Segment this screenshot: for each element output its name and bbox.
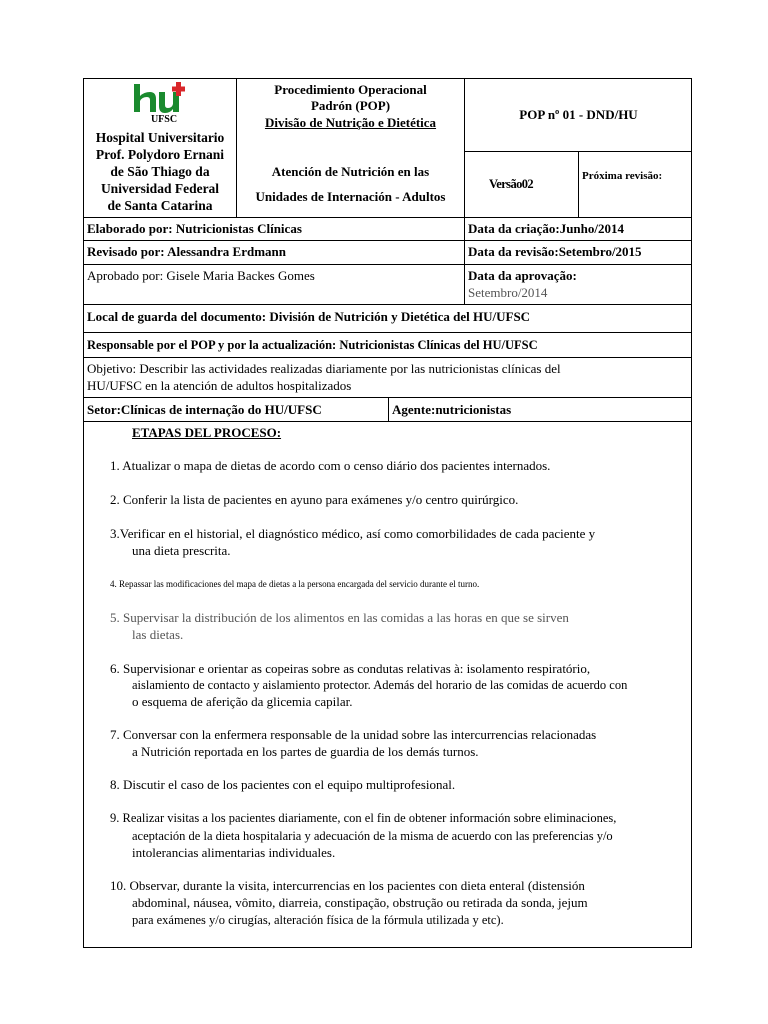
data-aprovacao-label: Data da aprovação: (468, 268, 577, 283)
data-aprovacao-value: Setembro/2014 (468, 285, 548, 300)
objetivo: Objetivo: Describir las actividades realizadas diariamente por las nutricionistas clínicas del (87, 361, 561, 376)
hospital-name-line: Prof. Polydoro Ernani (95, 147, 225, 162)
step-3: 3.Verificar en el historial, el diagnóstico médico, así como comorbilidades de cada paciente y (110, 526, 596, 541)
step-5-cont: las dietas. (132, 627, 184, 642)
divider (83, 357, 692, 358)
step-6-cont: aislamiento de contacto y aislamiento protector. Además del horario de las comidas de acuerdo con (132, 678, 628, 692)
division-name: Divisão de Nutrição e Dietética (264, 115, 437, 130)
divider (83, 304, 692, 305)
objetivo: HU/UFSC en la atención de adultos hospitalizados (87, 378, 352, 393)
revisado-por: Revisado por: Alessandra Erdmann (87, 244, 286, 259)
setor: Setor:Clínicas de internação do HU/UFSC (87, 402, 322, 417)
version: Versão02 (489, 177, 534, 191)
aprobado-por: Aprobado por: Gisele Maria Backes Gomes (87, 268, 315, 283)
step-6: 6. Supervisionar e orientar as copeiras sobre as condutas relativas à: isolamento respiratório, (110, 661, 591, 676)
step-10-cont: para exámenes y/o cirugías, alteración física de la fórmula utilizada y etc). (132, 913, 504, 927)
next-revision: Próxima revisão: (582, 170, 663, 182)
hospital-name-line: de Santa Catarina (107, 198, 213, 213)
step-9: 9. Realizar visitas a los pacientes diariamente, con el fin de obtener información sobre eliminaciones, (110, 811, 617, 825)
hospital-name-line: Universidad Federal (100, 181, 220, 196)
divider (83, 264, 692, 265)
divider (464, 151, 692, 152)
divider (578, 151, 579, 217)
local-guarda: Local de guarda del documento: División de Nutrición y Dietética del HU/UFSC (87, 309, 531, 324)
divider (83, 332, 692, 333)
step-7: 7. Conversar con la enfermera responsable de la unidad sobre las intercurrencias relacionadas (110, 727, 597, 742)
procedure-subtitle: Unidades de Internación - Adultos (255, 189, 446, 204)
data-criacao: Data da criação:Junho/2014 (468, 221, 624, 236)
step-1: 1. Atualizar o mapa de dietas de acordo com o censo diário dos pacientes internados. (110, 458, 551, 473)
step-2: 2. Conferir la lista de pacientes en ayuno para exámenes y/o centro quirúrgico. (110, 492, 519, 507)
step-6-cont: o esquema de aferição da glicemia capilar. (132, 694, 353, 709)
step-9-cont: aceptación de la dieta hospitalaria y adecuación de la misma de acuerdo con las preferencias y/o (132, 829, 613, 843)
steps-heading: ETAPAS DEL PROCESO: (132, 425, 282, 440)
step-7-cont: a Nutrición reportada en los partes de guardia de los demás turnos. (132, 744, 479, 759)
responsable: Responsable por el POP y por la actualización: Nutricionistas Clínicas del HU/UFSC (87, 338, 538, 352)
step-9-cont: intolerancias alimentarias individuales. (132, 845, 336, 860)
step-8: 8. Discutir el caso de los pacientes con el equipo multiprofesional. (110, 777, 456, 792)
procedure-title: Padrón (POP) (310, 98, 391, 113)
procedure-title: Procedimiento Operacional (274, 82, 427, 97)
step-3-cont: una dieta prescrita. (132, 543, 231, 558)
step-4: 4. Repassar las modificaciones del mapa de dietas a la persona encargada del servicio durante el turno. (110, 579, 480, 589)
pop-code: POP nº 01 - DND/HU (519, 107, 638, 122)
data-revisao: Data da revisão:Setembro/2015 (468, 244, 642, 259)
divider (83, 240, 692, 241)
hospital-name-line: de São Thiago da (110, 164, 210, 179)
step-5: 5. Supervisar la distribución de los alimentos en las comidas a las horas en que se sirven (110, 610, 569, 625)
elaborado-por: Elaborado por: Nutricionistas Clínicas (87, 221, 302, 236)
step-10: 10. Observar, durante la visita, intercurrencias en los pacientes con dieta enteral (distensión (110, 878, 585, 893)
step-10-cont: abdominal, náusea, vômito, diarreia, constipação, obstrução ou retirada da sonda, jejum (132, 895, 588, 910)
hospital-name-line: Hospital Universitario (95, 130, 225, 145)
divider (83, 217, 692, 218)
agente: Agente:nutricionistas (392, 402, 512, 417)
divider (83, 421, 692, 422)
procedure-subtitle: Atención de Nutrición en las (271, 164, 430, 179)
hu-ufsc-logo (132, 82, 188, 116)
divider (388, 397, 389, 421)
logo-sub: UFSC (150, 114, 178, 125)
